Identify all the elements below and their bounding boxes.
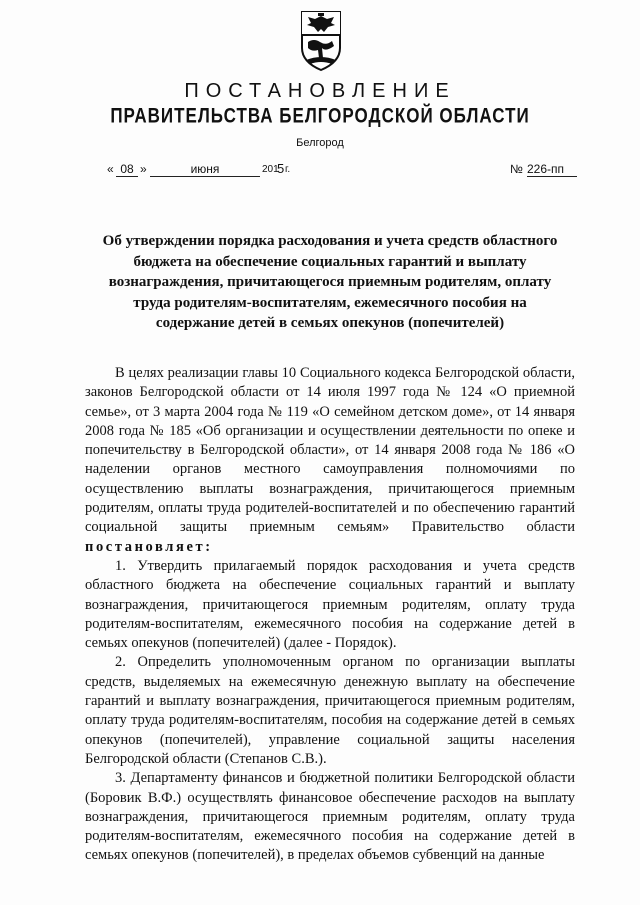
date-number-line [0,162,640,184]
item-2-paragraph: 2. Определить уполномоченным органом по организации выплаты средств, выделяемых на ежемесячную денежную выплату на обеспечение гарантий и выплату вознаграждения, причитающегося приемным родителям, оплату труда родителям-воспитателям, пособия на содержание детей в семьях опекунов (попечителей), управление социальной защиты населения Белгородской области (Степанов С.В.). [85,654,575,767]
intro-paragraph [85,364,575,557]
intro-text: В целях реализации главы 10 Социального кодекса Белгородской области, законов Белгородской области от 14 июля 1997 года № 124 «О приемной семье», от 3 марта 2004 года № 119 «О семейном детском доме», от 14 января 2008 года № 185 «Об организации и осуществлении деятельности по опеке и попечительству в Белгородской области», от 14 января 2008 года № 186 «О наделении органов местного самоуправления полномочиями по осуществлению выплаты вознаграждения, причитающегося приемным родителям, оплаты труда родителей-воспитателей и по обеспечению гарантий социальной защиты приемным семьям» Правительство области [85,365,575,536]
date-month: июня [150,162,260,177]
item-1-paragraph: 1. Утвердить прилагаемый порядок расходования и учета средств областного бюджета на обеспечение социальных гарантий и выплату вознаграждения, причитающегося приемным родителям, оплату труда родителям-воспитателям, ежемесячного пособия на содержание детей в семьях опекунов (попечителей) (далее - Порядок). [85,557,575,652]
document-subject-title: Об утверждении порядка расходования и учета средств областного бюджета на обеспечение социальных гарантий и выплату вознаграждения, причитающегося приемным родителям, оплату труда родителям-воспитателям, ежемесячного пособия на содержание детей в семьях опекунов (попечителей) [102,233,558,331]
date-day: 08 [116,162,138,177]
decree-word: постановляет: [85,538,213,555]
coat-of-arms-icon [296,8,346,72]
city-name: Белгород [296,137,344,149]
date-close-quote: » [140,162,147,176]
item-3-paragraph: 3. Департаменту финансов и бюджетной политики Белгородской области (Боровик В.Ф.) осуществлять финансовое обеспечение расходов на выплату вознаграждения, причитающегося приемным родителям, оплату труда родителям-воспитателям, ежемесячного пособия на содержание детей в семьях опекунов (попечителей), в пределах объемов субвенций на данные [85,770,575,864]
date-year-suffix: 5 [277,161,285,176]
document-number: 226-пп [527,162,577,177]
number-label: № [510,162,523,176]
date-open-quote: « [107,162,114,176]
date-year-abbr: г. [285,164,291,175]
issuing-authority: ПРАВИТЕЛЬСТВА БЕЛГОРОДСКОЙ ОБЛАСТИ [110,103,530,128]
document-body [85,364,575,866]
document-type-title: ПОСТАНОВЛЕНИЕ [184,80,456,102]
date-year-prefix: 201 [262,164,279,175]
